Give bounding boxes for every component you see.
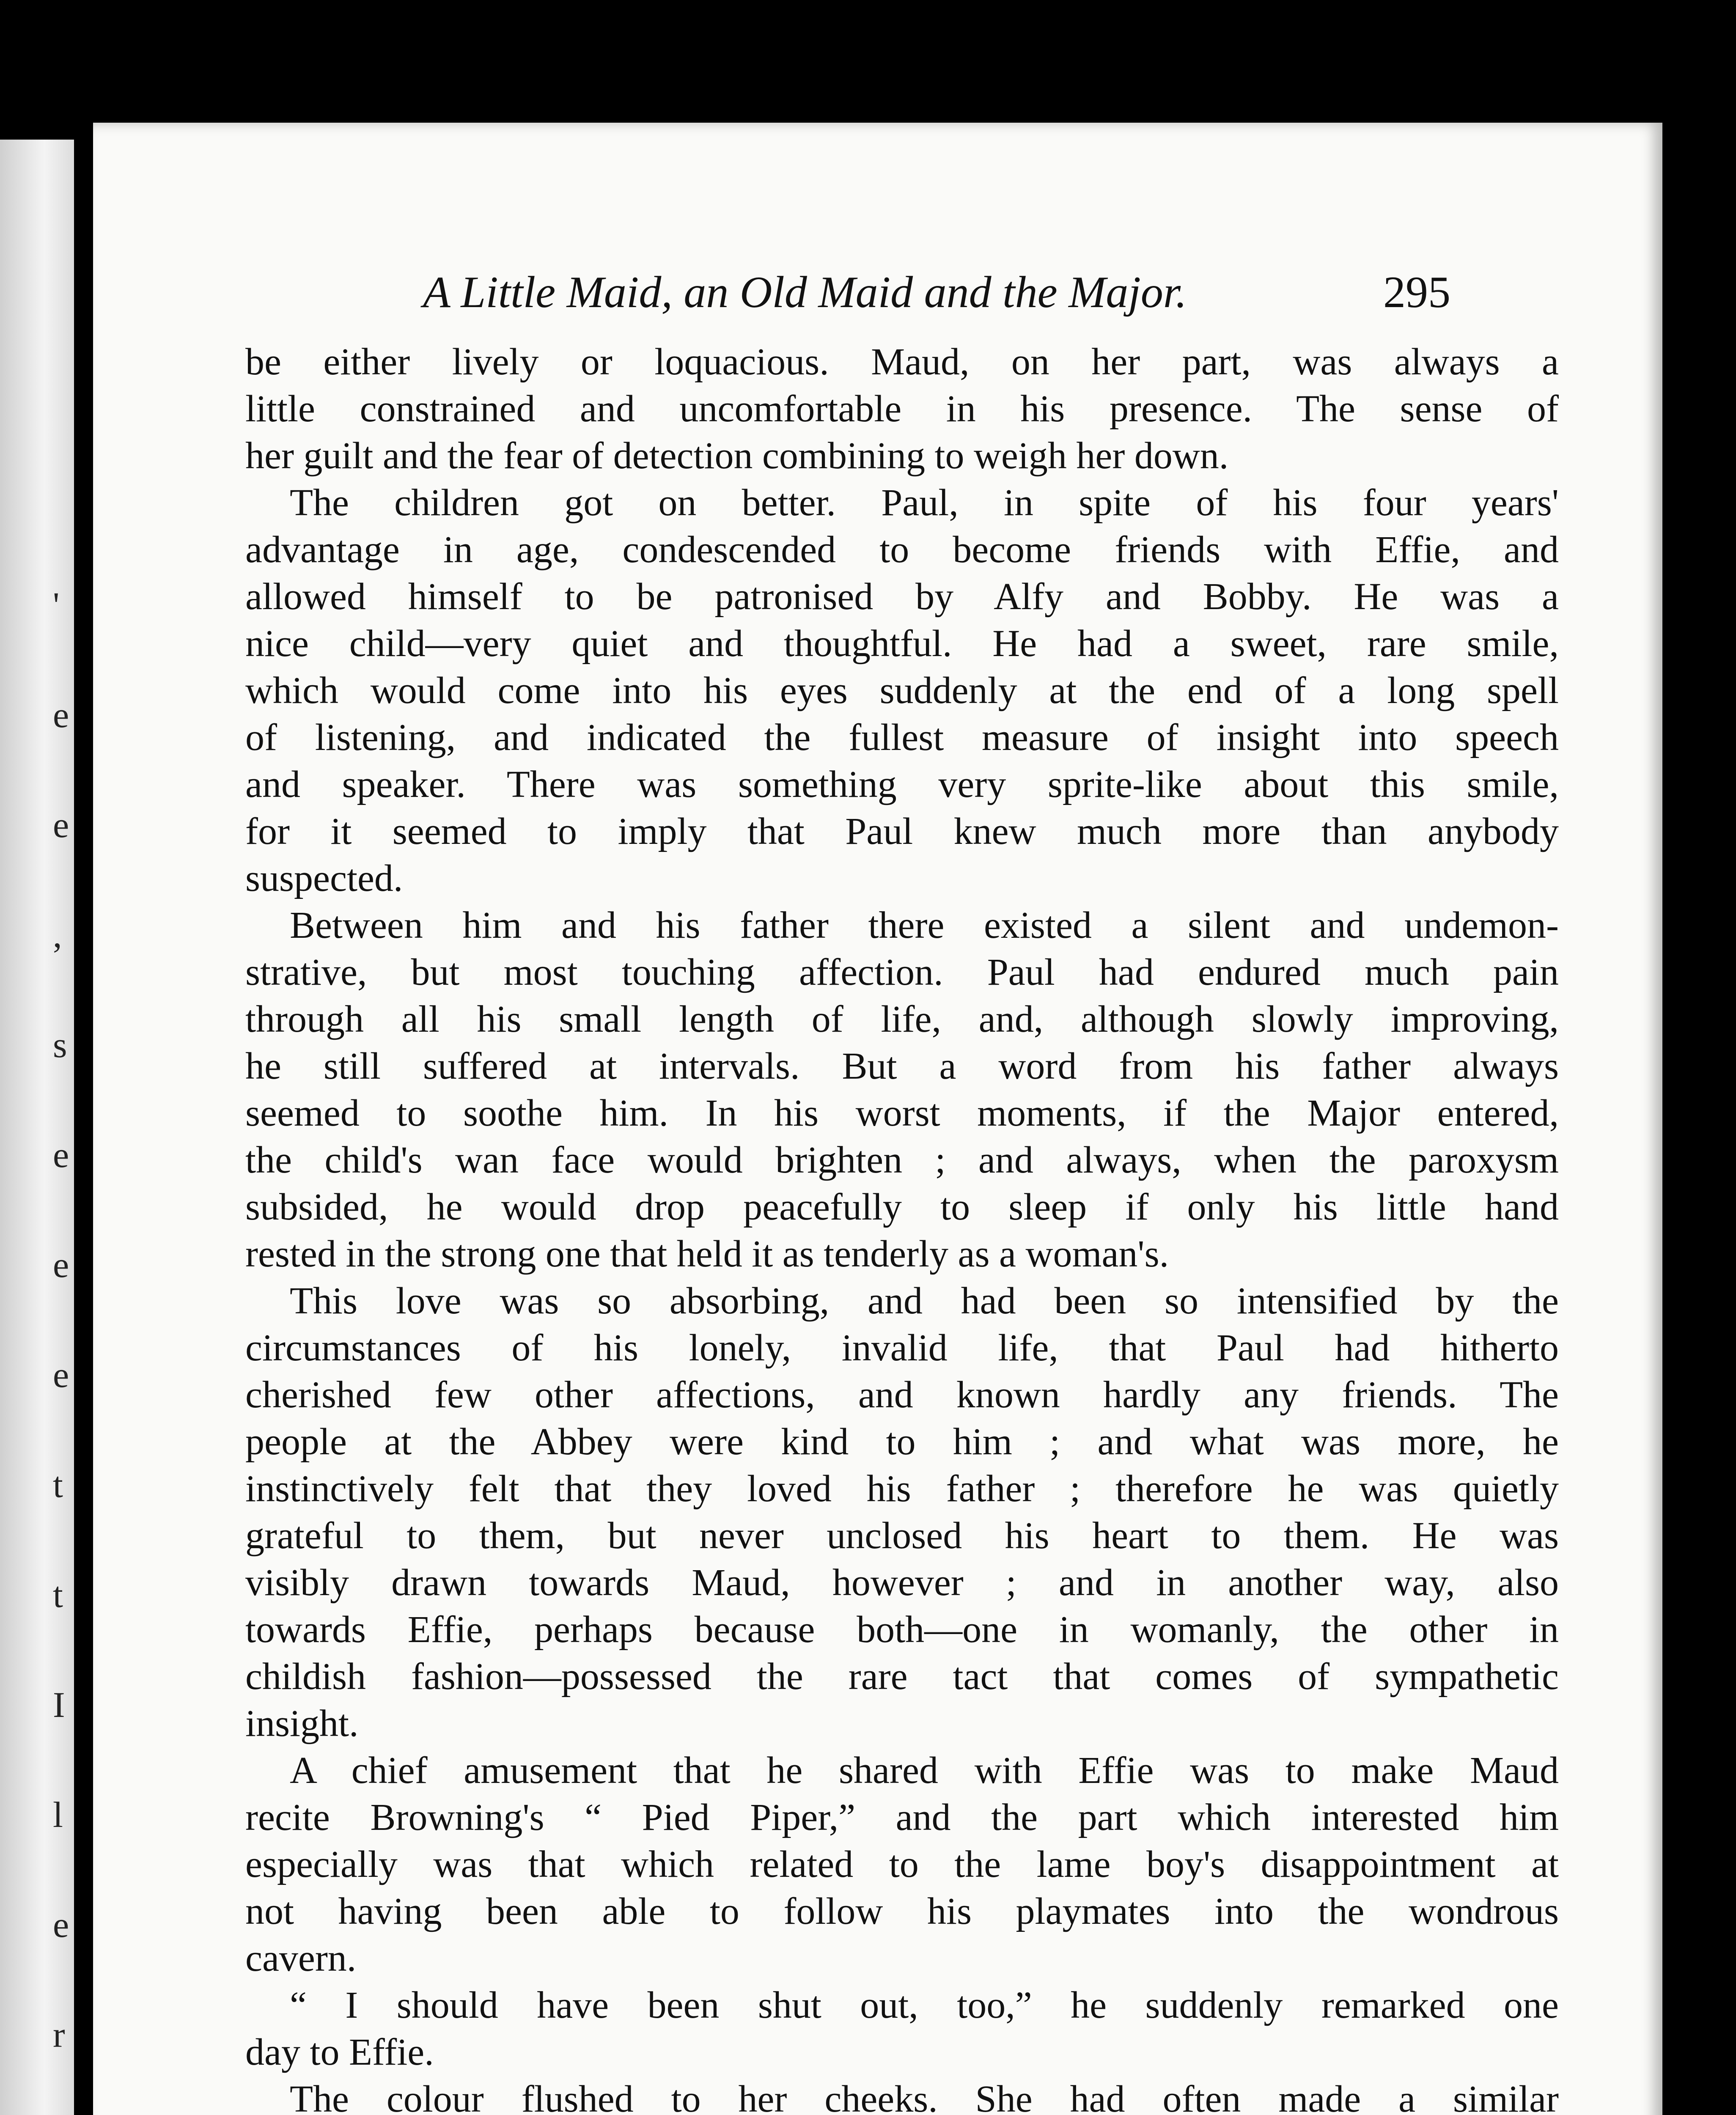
text-line: strative, but most touching affection. Paul had endured much pain [245, 951, 1559, 993]
text-line: cavern. [245, 1937, 357, 1979]
text-line: Between him and his father there existed a silent and undemon- [290, 904, 1559, 946]
text-line: This love was so absorbing, and had been so intensified by the [290, 1280, 1559, 1322]
edge-glyph: e [53, 1134, 69, 1175]
text-line: not having been able to follow his playmates into the wondrous [245, 1890, 1559, 1932]
text-line: grateful to them, but never unclosed his heart to them. He was [245, 1515, 1559, 1557]
previous-page-edge [0, 140, 74, 2115]
text-line: day to Effie. [245, 2031, 434, 2073]
text-line: A chief amusement that he shared with Effie was to make Maud [290, 1750, 1559, 1791]
book-page [93, 123, 1662, 2115]
running-head [93, 266, 1662, 326]
text-line: especially was that which related to the lame boy's disappointment at [245, 1843, 1559, 1885]
text-line: insight. [245, 1703, 359, 1744]
text-line: her guilt and the fear of detection combining to weigh her down. [245, 435, 1229, 477]
edge-glyph: e [53, 805, 69, 845]
text-line: instinctively felt that they loved his father ; therefore he was quietly [245, 1468, 1559, 1510]
edge-glyph: e [53, 1904, 69, 1945]
edge-glyph: s [53, 1025, 67, 1065]
edge-glyph: , [53, 915, 62, 955]
text-line: the child's wan face would brighten ; and always, when the paroxysm [245, 1139, 1559, 1181]
text-line: suspected. [245, 857, 403, 899]
text-line: towards Effie, perhaps because both—one in womanly, the other in [245, 1609, 1559, 1651]
text-line: advantage in age, condescended to become friends with Effie, and [245, 529, 1559, 571]
edge-glyph: t [53, 1464, 63, 1505]
text-line: through all his small length of life, and, although slowly improving, [245, 998, 1559, 1040]
text-line: cherished few other affections, and known hardly any friends. The [245, 1374, 1559, 1416]
text-line: The children got on better. Paul, in spite of his four years' [290, 482, 1559, 524]
page-number: 295 [1383, 267, 1450, 317]
text-line: seemed to soothe him. In his worst moments, if the Major entered, [245, 1092, 1559, 1134]
text-line: little constrained and uncomfortable in his presence. The sense of [245, 388, 1559, 430]
edge-glyph: e [53, 1354, 69, 1395]
edge-glyph: t [53, 1574, 63, 1615]
text-line: visibly drawn towards Maud, however ; and in another way, also [245, 1562, 1559, 1604]
text-line: nice child—very quiet and thoughtful. He had a sweet, rare smile, [245, 623, 1559, 665]
edge-glyph: I [53, 1684, 65, 1725]
text-line: subsided, he would drop peacefully to sleep if only his little hand [245, 1186, 1559, 1228]
edge-glyph: r [53, 2014, 65, 2055]
edge-glyph: ' [53, 585, 60, 625]
text-line: The colour flushed to her cheeks. She had often made a similar [290, 2078, 1559, 2115]
text-line: childish fashion—possessed the rare tact that comes of sympathetic [245, 1656, 1559, 1697]
text-line: for it seemed to imply that Paul knew much more than anybody [245, 810, 1559, 852]
text-line: allowed himself to be patronised by Alfy and Bobby. He was a [245, 576, 1559, 618]
text-line: people at the Abbey were kind to him ; and what was more, he [245, 1421, 1559, 1463]
text-line: and speaker. There was something very sprite-like about this smile, [245, 764, 1559, 805]
text-line: rested in the strong one that held it as tenderly as a woman's. [245, 1233, 1169, 1275]
running-title: A Little Maid, an Old Maid and the Major. [423, 267, 1187, 317]
text-line: of listening, and indicated the fullest measure of insight into speech [245, 717, 1559, 758]
text-line: he still suffered at intervals. But a word from his father always [245, 1045, 1559, 1087]
text-line: be either lively or loquacious. Maud, on her part, was always a [245, 341, 1559, 383]
edge-glyph: l [53, 1794, 63, 1835]
text-line: circumstances of his lonely, invalid life, that Paul had hitherto [245, 1327, 1559, 1369]
text-line: “ I should have been shut out, too,” he suddenly remarked one [290, 1984, 1559, 2026]
text-line: recite Browning's “ Pied Piper,” and the part which interested him [245, 1796, 1559, 1838]
edge-glyph: e [53, 695, 69, 735]
body-text [245, 338, 1559, 2115]
text-line: which would come into his eyes suddenly at the end of a long spell [245, 670, 1559, 711]
edge-glyph: e [53, 1244, 69, 1285]
